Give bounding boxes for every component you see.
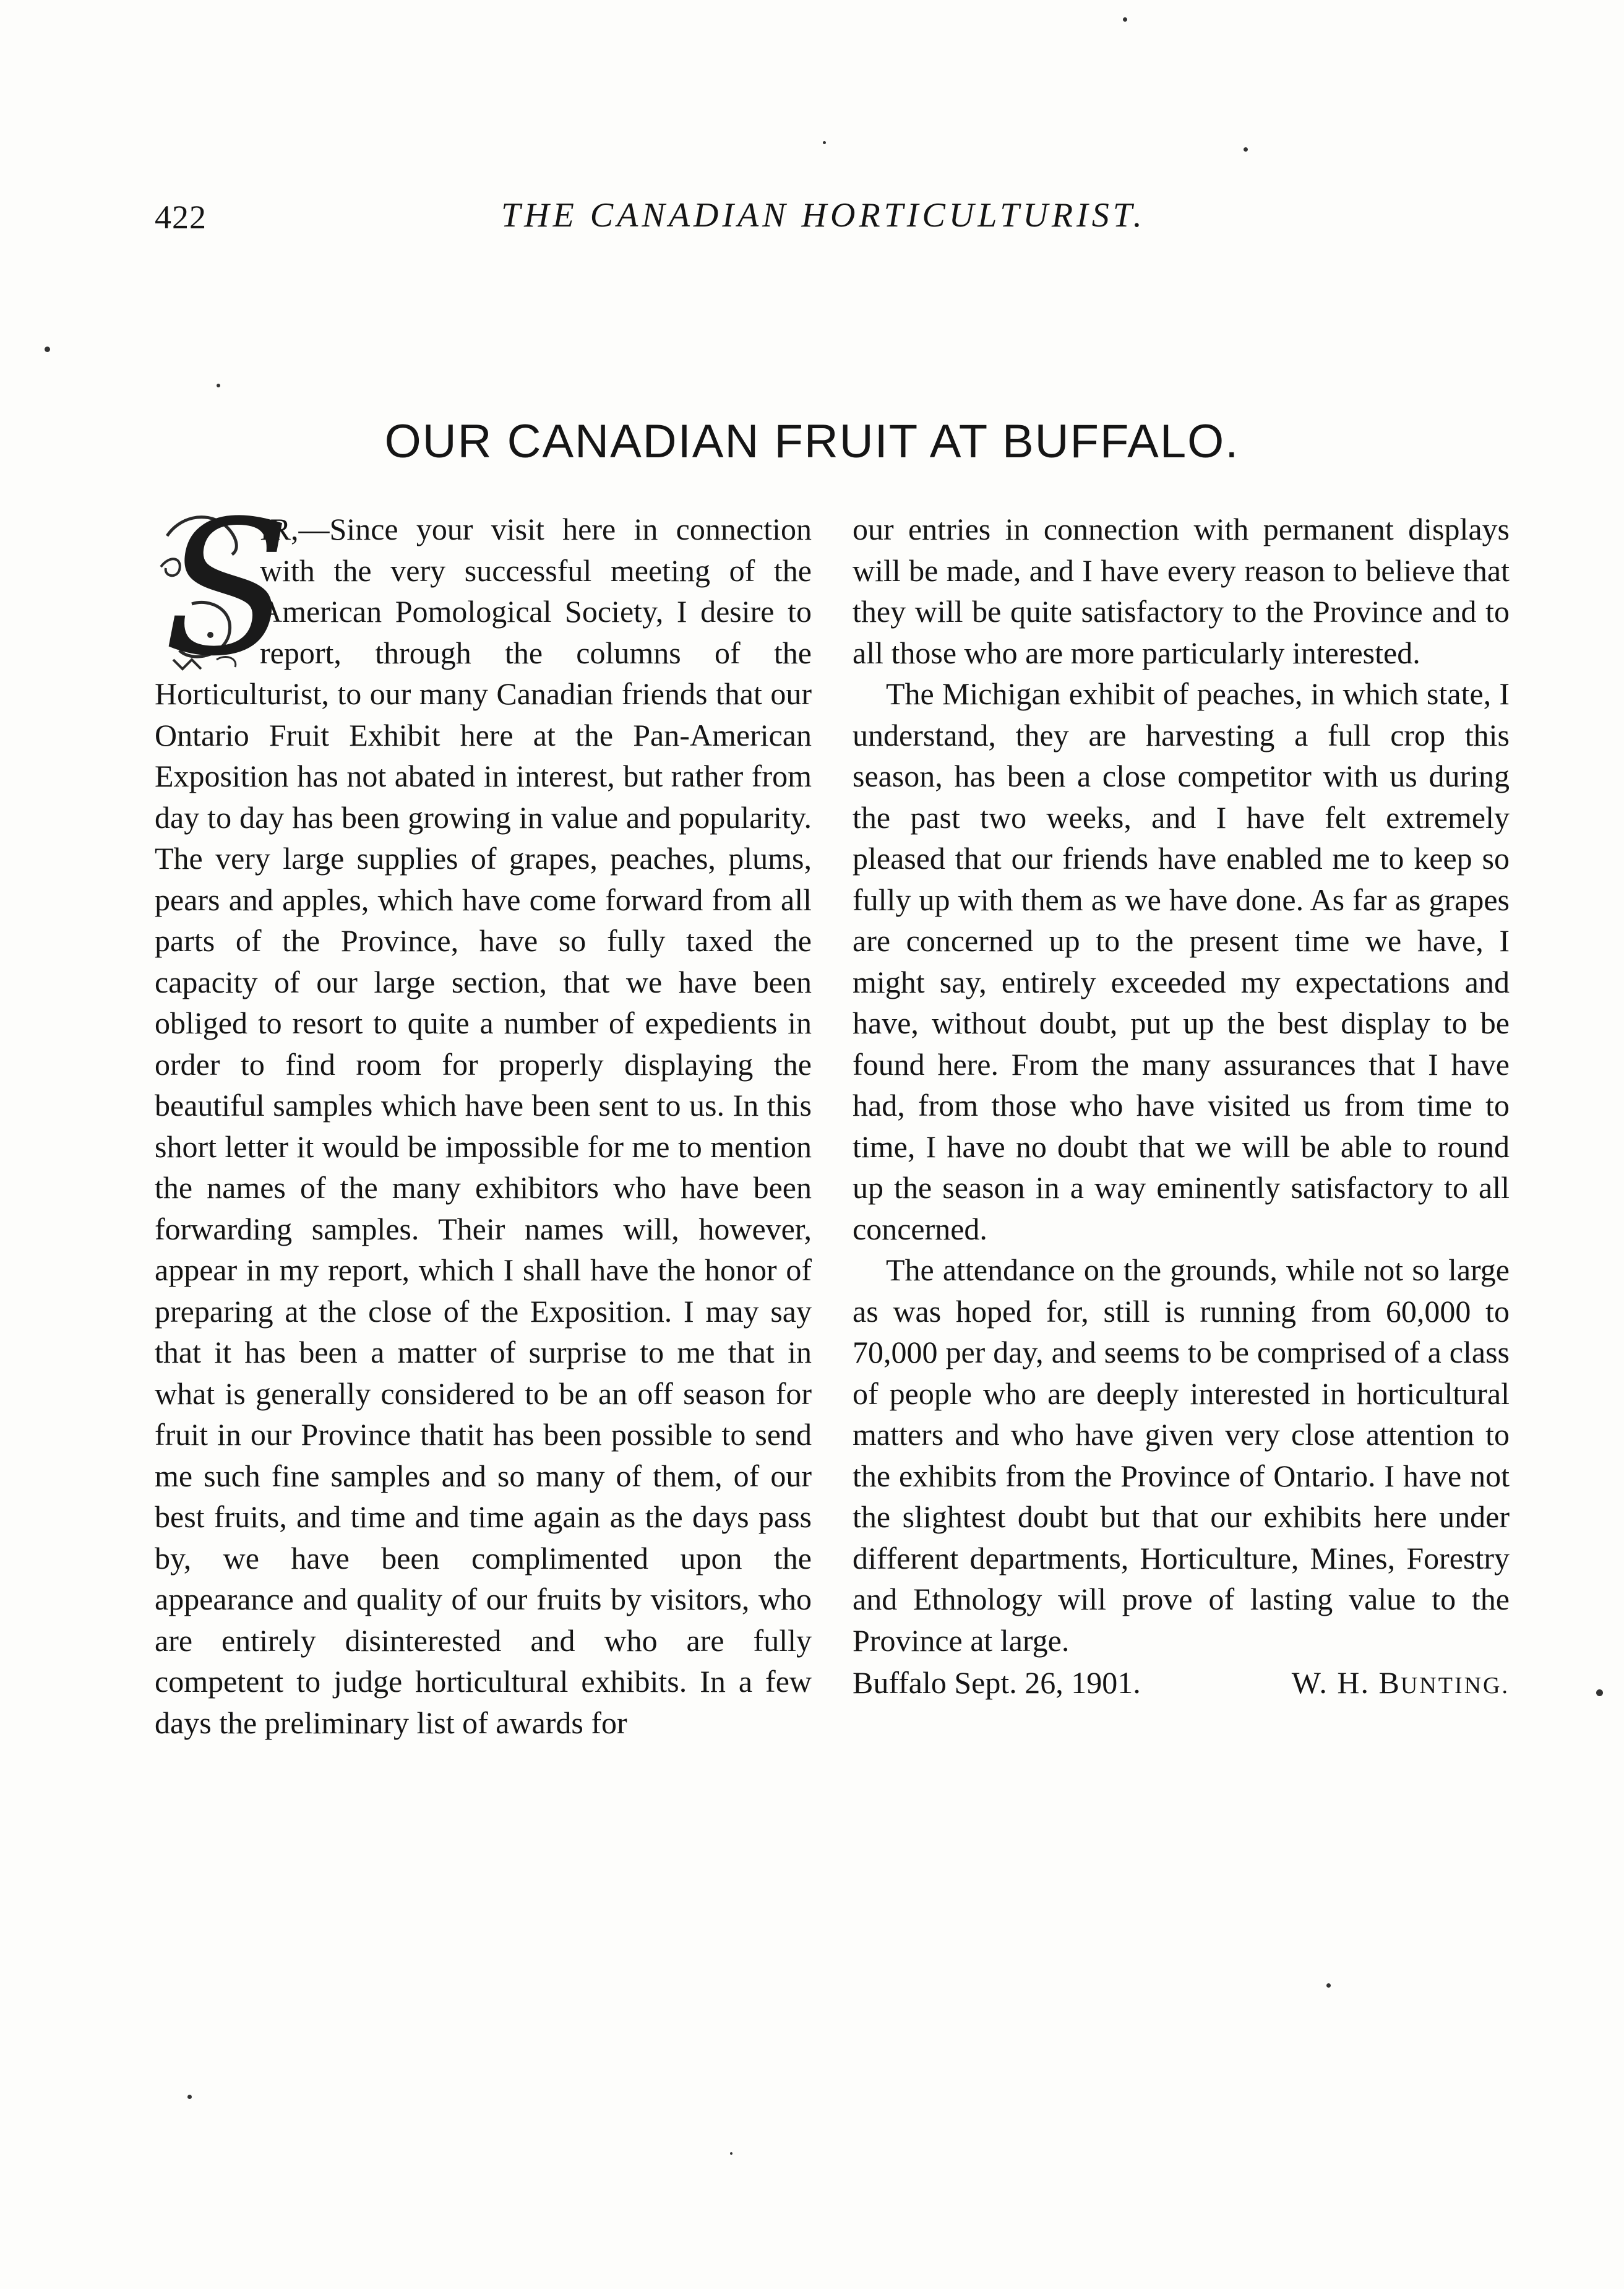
scan-speck bbox=[1596, 1689, 1603, 1696]
page-number: 422 bbox=[155, 199, 207, 236]
signature-line bbox=[853, 1662, 1510, 1707]
scan-speck bbox=[1244, 147, 1248, 152]
signature-place-date: Buffalo Sept. 26, 1901. bbox=[853, 1665, 1141, 1700]
paragraph-michigan: The Michigan exhibit of peaches, in which state, I understand, they are harvesting a full crop this season, has been a close competitor with us during the past two weeks, and I have felt extremely pleased that our friends have enabled me to keep so fully up with them as we have done. As far as grapes are concerned up to the present time we have, I might say, entirely exceeded my expectations and have, without doubt, put up the best display to be found here. From the many assurances that I have had, from those who have visited us from time to time, I have no doubt that we will be able to round up the season in a way eminently satisfactory to all concerned. bbox=[853, 676, 1510, 1246]
article-title: OUR CANADIAN FRUIT AT BUFFALO. bbox=[384, 415, 1240, 468]
journal-title: THE CANADIAN HORTICULTURIST. bbox=[501, 196, 1146, 235]
scan-speck bbox=[730, 2152, 733, 2155]
letter-opening-paragraph: IR,—Since your visit here in connection with the very successful meeting of the American Pomological Society, I desire to report, through the columns of the Horticulturist, to our many Canadian friends that our Ontario Fruit Exhibit here at the Pan-American Exposition has not abated in interest, but rather from day to day has been growing in value and popularity. The very large supplies of grapes, peaches, plums, pears and apples, which have come forward from all parts of the Province, have so fully taxed the capacity of our large section, that we have been obliged to resort to quite a number of expedients in order to find room for properly displaying the beautiful samples which have been sent to us. In this short letter it would be impossible for me to mention the names of the many exhibitors who have been forwarding samples. Their names will, however, appear in my report, which I shall have the honor of preparing at the close of the Exposition. I may say that it has been a matter of surprise to me that in what is generally considered to be an off season for fruit in our Province thatit has been possible to send me such fine samples and so many of them, of our best fruits, and time and time again as the days pass by, we have been complimented upon the appearance and quality of our fruits by visitors, who are entirely disinterested and who are fully competent to judge horticultural exhibits. In a few days the preliminary list of awards for bbox=[155, 512, 812, 1740]
scan-speck bbox=[1326, 1983, 1331, 1988]
signature-author-surname: UNTING. bbox=[1400, 1673, 1510, 1699]
ornamental-drop-cap bbox=[155, 481, 291, 697]
scan-speck bbox=[823, 141, 826, 144]
signature-author-initials: W. H. B bbox=[1291, 1665, 1401, 1700]
drop-cap-letter: S bbox=[163, 481, 291, 697]
scan-speck bbox=[45, 347, 50, 352]
left-column bbox=[155, 481, 812, 1743]
signature-author bbox=[1292, 1662, 1510, 1707]
right-column bbox=[853, 509, 1510, 1707]
running-header bbox=[155, 198, 1516, 254]
scan-speck bbox=[217, 384, 220, 387]
scan-speck bbox=[1123, 17, 1127, 22]
scan-speck bbox=[187, 2095, 192, 2099]
paragraph-attendance: The attendance on the grounds, while not so large as was hoped for, still is running from 60,000 to 70,000 per day, and seems to be comprised of a class of people who are deeply interested in horticultural matters and who have given very close attention to the exhibits from the Province of Ontario. I have not the slightest doubt but that our exhibits here under different departments, Horticulture, Mines, Forestry and Ethnology will prove of lasting value to the Province at large. bbox=[853, 1252, 1510, 1658]
paragraph-continuation: our entries in connection with permanent displays will be made, and I have every reason to believe that they will be quite satisfactory to the Province and to all those who are more particularly interested. bbox=[853, 512, 1510, 670]
